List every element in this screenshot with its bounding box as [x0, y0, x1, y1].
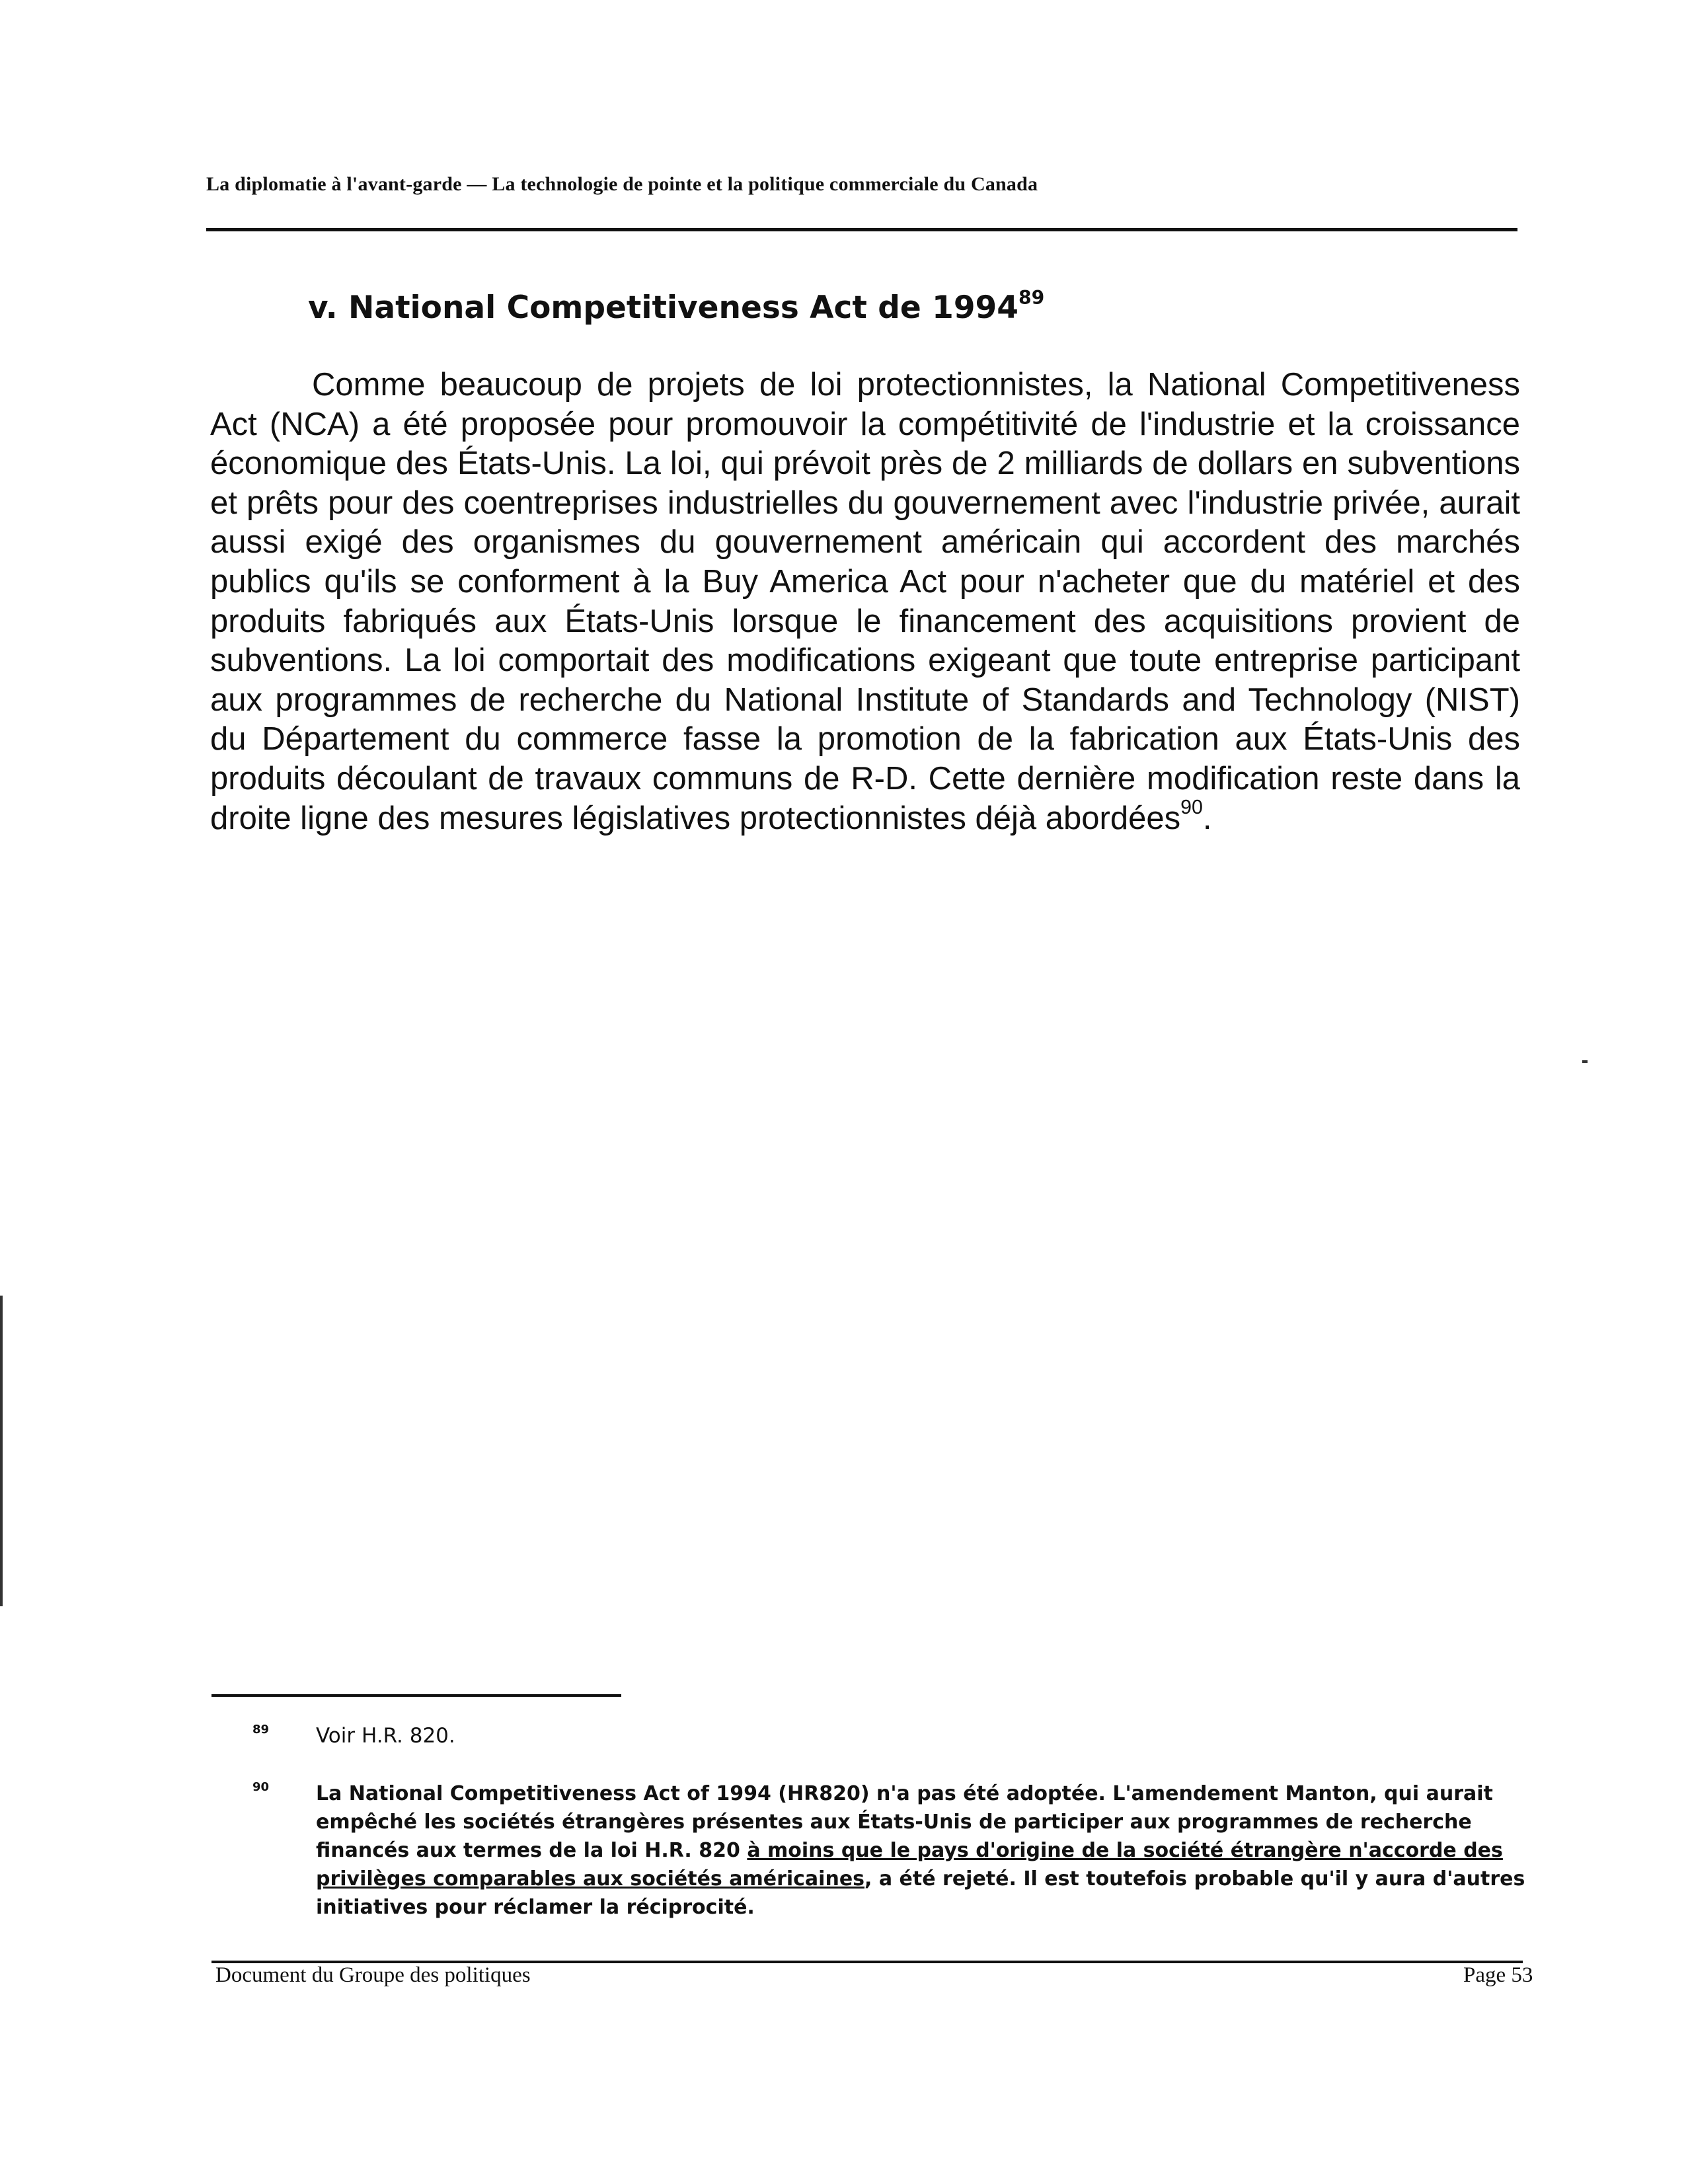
footnote-89: Voir H.R. 820. [316, 1724, 455, 1748]
footnote-ref-89[interactable]: 89 [1018, 286, 1045, 309]
footnote-ref-90[interactable]: 90 [1180, 795, 1203, 818]
scan-speck [1582, 1060, 1588, 1063]
footnote-number-90: 90 [252, 1780, 270, 1794]
section-heading-text: v. National Competitiveness Act de 1994 [308, 290, 1018, 326]
footer-document-title: Document du Groupe des politiques [215, 1963, 531, 1987]
scan-edge-mark [0, 1296, 3, 1606]
footnote-90-text-after: , a été rejeté. Il est toutefois probable qu'il y aura d'autres initiatives pour réclamer la réciprocité. [316, 1867, 1525, 1919]
header-rule [206, 228, 1517, 231]
body-paragraph [210, 366, 1520, 838]
footnote-number-89: 89 [252, 1723, 270, 1736]
footnote-90-text-before: La National Competitiveness Act of 1994 (HR820) n'a pas été adoptée. L'amendement Manton, qui aurait empêché les sociétés étrangères présentes aux États-Unis de participer aux programmes de recherche financés aux termes de la loi H.R. 820 [316, 1782, 1493, 1862]
footnote-90-underlined-text: à moins que le pays d'origine de la société étrangère n'accorde des privilèges comparables aux sociétés américaines [316, 1839, 1503, 1891]
footnote-separator [211, 1694, 621, 1697]
body-paragraph-text: Comme beaucoup de projets de loi protectionnistes, la National Competitiveness Act (NCA) a été proposée pour promouvoir la compétitivité de l'industrie et la croissance économique des États-Unis. La loi, qui prévoit près de 2 milliards de dollars en subventions et prêts pour des coentreprises industrielles du gouvernement avec l'industrie privée, aurait aussi exigé des organismes du gouvernement américain qui accordent des marchés publics qu'ils se conforment à la Buy America Act pour n'acheter que du matériel et des produits fabriqués aux États-Unis lorsque le financement des acquisitions provient de subventions. La loi comportait des modifications exigeant que toute entreprise participant aux programmes de recherche du National Institute of Standards and Technology (NIST) du Département du commerce fasse la promotion de la fabrication aux États-Unis des produits découlant de travaux communs de R-D. Cette dernière modification reste dans la droite ligne des mesures législatives protectionnistes déjà abordées [210, 367, 1520, 836]
body-paragraph-end: . [1202, 800, 1212, 836]
running-header: La diplomatie à l'avant-garde — La technologie de pointe et la politique commerciale du Canada [206, 173, 1038, 195]
section-heading [308, 286, 1045, 326]
footer-page-number: Page 53 [1463, 1963, 1533, 1987]
footnote-90 [316, 1779, 1535, 1922]
